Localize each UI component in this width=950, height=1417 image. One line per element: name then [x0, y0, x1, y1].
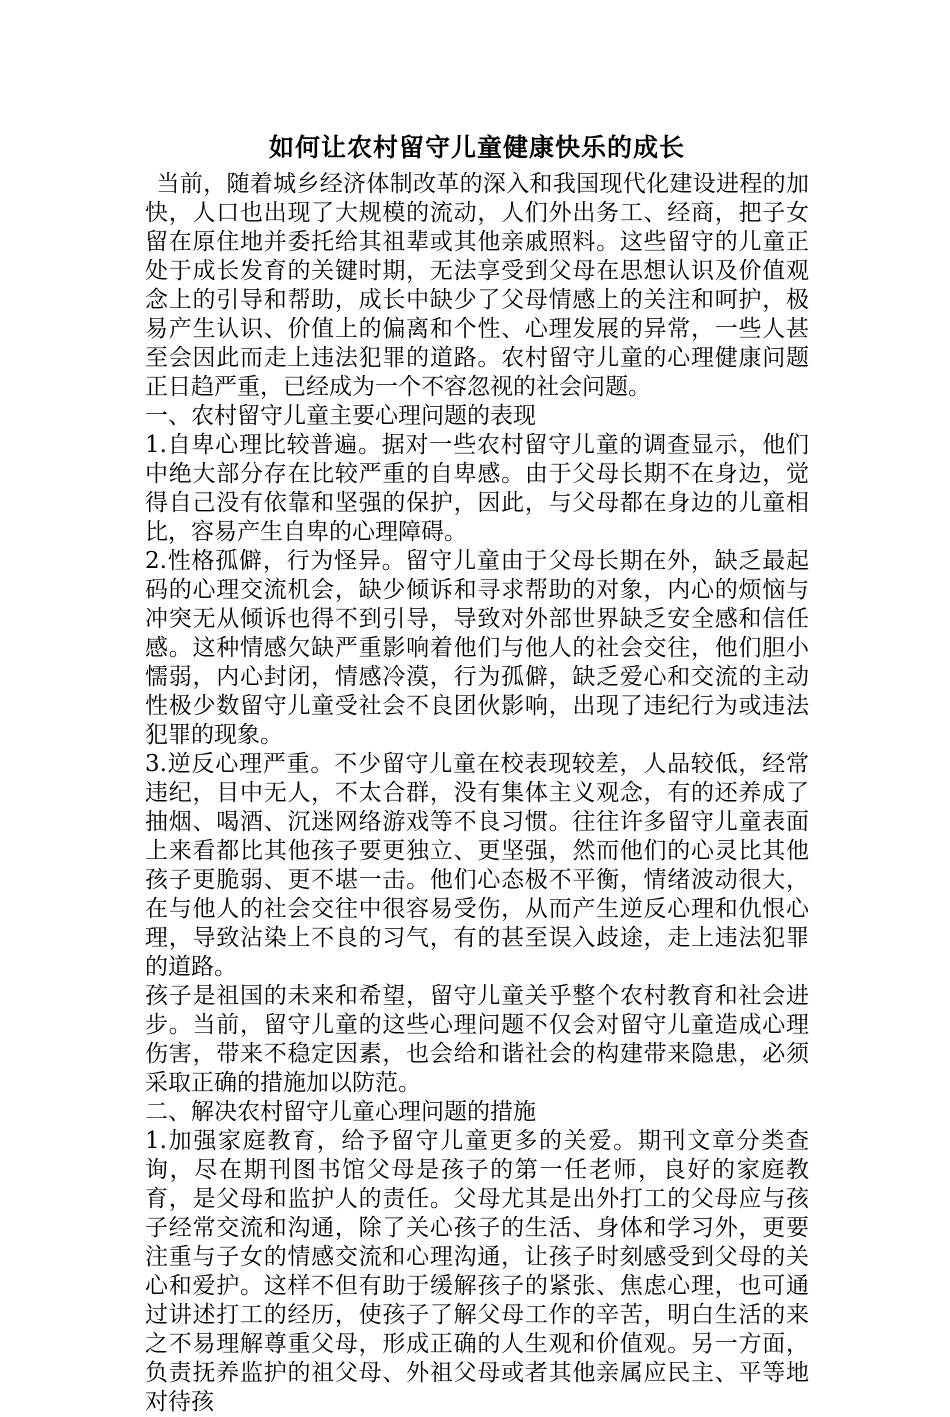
section-heading-1: 一、农村留守儿童主要心理问题的表现 — [145, 403, 536, 429]
intro-paragraph: 当前，随着城乡经济体制改革的深入和我国现代化建设进程的加快，人口也出现了大规模的流动，人们外出务工、经商，把子女留在原住地并委托给其祖辈或其他亲戚照料。这些留守的儿童正处于成长发育的关键时期，无法享受到父母在思想认识及价值观念上的引导和帮助，成长中缺少了父母情感上的关注和呵护，极易产生认识、价值上的偏离和个性、心理发展的异常，一些人甚至会因此而走上违法犯罪的道路。农村留守儿童的心理健康问题正日趋严重，已经成为一个不容忽视的社会问题。 — [145, 171, 809, 400]
problem-1-paragraph: 1.自卑心理比较普遍。据对一些农村留守儿童的调查显示，他们中绝大部分存在比较严重的自卑感。由于父母长期不在身边，觉得自己没有依靠和坚强的保护，因此，与父母都在身边的儿童相比，容易产生自卑的心理障碍。 — [145, 432, 809, 545]
summary-paragraph: 孩子是祖国的未来和希望，留守儿童关乎整个农村教育和社会进步。当前，留守儿童的这些心理问题不仅会对留守儿童造成心理伤害，带来不稳定因素，也会给和谐社会的构建带来隐患，必须采取正确的措施加以防范。 — [145, 983, 809, 1096]
problem-3-paragraph: 3.逆反心理严重。不少留守儿童在校表现较差，人品较低，经常违纪，目中无人，不太合群，没有集体主义观念，有的还养成了抽烟、喝酒、沉迷网络游戏等不良习惯。往往许多留守儿童表面上来看都比其他孩子要更独立、更坚强，然而他们的心灵比其他孩子更脆弱、更不堪一击。他们心态极不平衡，情绪波动很大，在与他人的社会交往中很容易受伤，从而产生逆反心理和仇恨心理，导致沾染上不良的习气，有的甚至误入歧途，走上违法犯罪的道路。 — [145, 751, 809, 980]
measure-1-paragraph: 1.加强家庭教育，给予留守儿童更多的关爱。期刊文章分类查询，尽在期刊图书馆父母是孩子的第一任老师，良好的家庭教育，是父母和监护人的责任。父母尤其是出外打工的父母应与孩子经常交流和沟通，除了关心孩子的生活、身体和学习外，更要注重与子女的情感交流和心理沟通，让孩子时刻感受到父母的关心和爱护。这样不但有助于缓解孩子的紧张、焦虑心理，也可通过讲述打工的经历，使孩子了解父母工作的辛苦，明白生活的来之不易理解尊重父母，形成正确的人生观和价值观。另一方面，负责抚养监护的祖父母、外祖父母或者其他亲属应民主、平等地对待孩 — [145, 1128, 809, 1415]
document-page — [145, 128, 809, 1417]
document-title: 如何让农村留守儿童健康快乐的成长 — [268, 133, 685, 162]
section-heading-2: 二、解决农村留守儿童心理问题的措施 — [145, 1099, 536, 1125]
problem-2-paragraph: 2.性格孤僻，行为怪异。留守儿童由于父母长期在外，缺乏最起码的心理交流机会，缺少倾诉和寻求帮助的对象，内心的烦恼与冲突无从倾诉也得不到引导，导致对外部世界缺乏安全感和信任感。这种情感欠缺严重影响着他们与他人的社会交往，他们胆小懦弱，内心封闭，情感冷漠，行为孤僻，缺乏爱心和交流的主动性极少数留守儿童受社会不良团伙影响，出现了违纪行为或违法犯罪的现象。 — [145, 548, 809, 748]
